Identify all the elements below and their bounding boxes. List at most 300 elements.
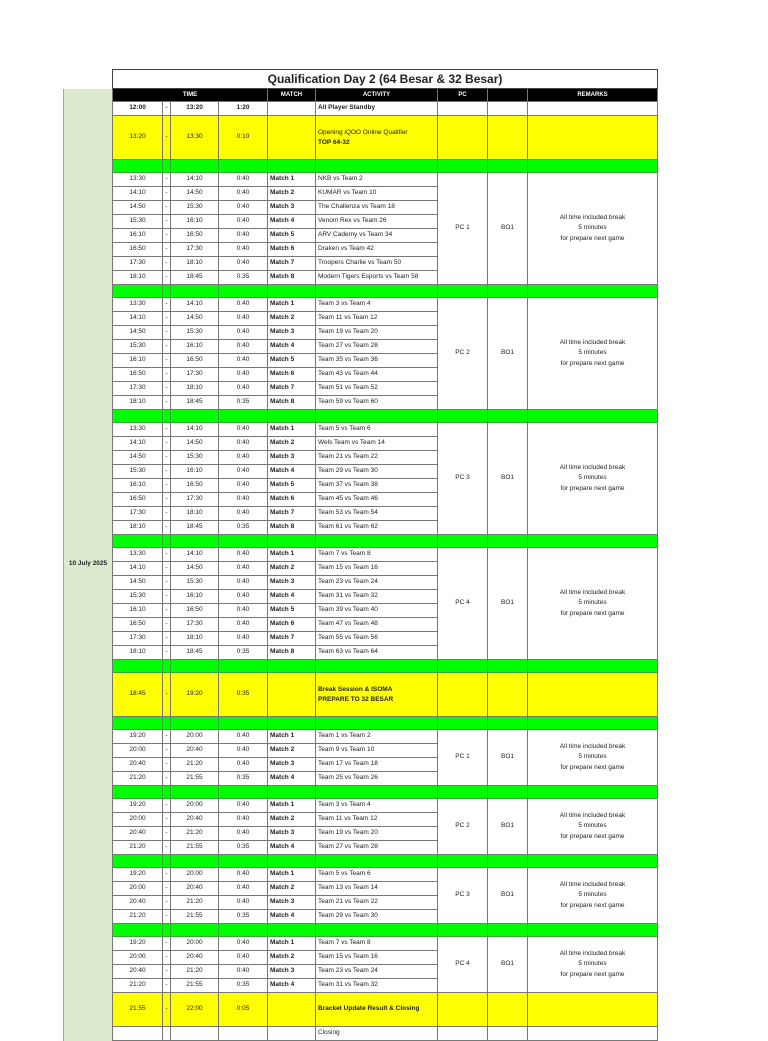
- break-start: 18:45: [113, 673, 163, 717]
- match-end-time: 15:30: [171, 326, 219, 340]
- time-separator: -: [163, 312, 171, 326]
- pc-label: PC 1: [438, 173, 488, 285]
- match-number: Match 8: [268, 646, 316, 660]
- time-separator: -: [163, 201, 171, 215]
- match-end-time: 16:50: [171, 604, 219, 618]
- match-start-time: 20:40: [113, 758, 163, 772]
- time-separator: -: [163, 618, 171, 632]
- round32-separator: [64, 924, 707, 937]
- match-activity: KUMAR vs Team 10: [316, 187, 438, 201]
- time-separator: -: [163, 937, 171, 951]
- time-separator: -: [163, 229, 171, 243]
- separator-cell: [316, 410, 438, 423]
- separator-cell: [268, 160, 316, 173]
- time-separator: -: [163, 257, 171, 271]
- bo-label: BO1: [488, 868, 528, 924]
- match-number: Match 6: [268, 368, 316, 382]
- match-duration: 0:40: [219, 243, 268, 257]
- match-start-time: 18:10: [113, 396, 163, 410]
- match-activity: Team 45 vs Team 46: [316, 493, 438, 507]
- separator-cell: [488, 924, 528, 937]
- match-number: Match 6: [268, 243, 316, 257]
- match-end-time: 20:00: [171, 730, 219, 744]
- separator-cell: [438, 660, 488, 673]
- match-end-time: 16:10: [171, 215, 219, 229]
- match-duration: 0:40: [219, 423, 268, 437]
- match-number: Match 8: [268, 396, 316, 410]
- time-separator: -: [163, 437, 171, 451]
- opening-bo: [488, 116, 528, 160]
- match-number: Match 2: [268, 312, 316, 326]
- separator-cell: [163, 160, 171, 173]
- time-separator: -: [163, 465, 171, 479]
- match-start-time: 20:40: [113, 896, 163, 910]
- match-end-time: 15:30: [171, 576, 219, 590]
- match-start-time: 18:10: [113, 521, 163, 535]
- match-number: Match 5: [268, 604, 316, 618]
- match-duration: 0:40: [219, 590, 268, 604]
- match-activity: Team 5 vs Team 6: [316, 423, 438, 437]
- separator-cell: [528, 160, 658, 173]
- separator-cell: [316, 285, 438, 298]
- table-row: [64, 548, 707, 562]
- break-sep: -: [163, 673, 171, 717]
- opening-sep: -: [163, 116, 171, 160]
- time-separator: -: [163, 813, 171, 827]
- match-end-time: 21:55: [171, 772, 219, 786]
- separator-cell: [163, 717, 171, 730]
- separator-cell: [316, 855, 438, 868]
- remark-line: All time included break: [559, 812, 626, 820]
- match-duration: 0:40: [219, 187, 268, 201]
- match-activity: Troopers Charlie vs Team 50: [316, 257, 438, 271]
- match-number: Match 1: [268, 423, 316, 437]
- separator-cell: [171, 855, 219, 868]
- match-activity: Team 35 vs Team 36: [316, 354, 438, 368]
- match-duration: 0:40: [219, 479, 268, 493]
- time-separator: -: [163, 772, 171, 786]
- match-start-time: 14:50: [113, 451, 163, 465]
- match-number: Match 7: [268, 382, 316, 396]
- separator-cell: [219, 855, 268, 868]
- separator-cell: [171, 924, 219, 937]
- round64-separator: [64, 410, 707, 423]
- time-separator: -: [163, 882, 171, 896]
- match-number: Match 1: [268, 799, 316, 813]
- separator-cell: [488, 160, 528, 173]
- match-duration: 0:40: [219, 548, 268, 562]
- opening-activity: [316, 116, 438, 160]
- match-number: Match 1: [268, 548, 316, 562]
- table-row: [64, 799, 707, 813]
- opening-line-1: Opening iQOO Online Qualifier: [318, 128, 408, 136]
- match-start-time: 16:50: [113, 243, 163, 257]
- table-row: [64, 298, 707, 312]
- match-activity: Team 37 vs Team 38: [316, 479, 438, 493]
- separator-cell: [438, 410, 488, 423]
- match-duration: 0:40: [219, 451, 268, 465]
- separator-cell: [438, 786, 488, 799]
- closing-pc: [438, 993, 488, 1027]
- remark-line: All time included break: [559, 881, 626, 889]
- match-end-time: 16:10: [171, 590, 219, 604]
- match-start-time: 20:00: [113, 882, 163, 896]
- break-activity: [316, 673, 438, 717]
- time-separator: -: [163, 521, 171, 535]
- match-activity: Team 39 vs Team 40: [316, 604, 438, 618]
- match-end-time: 20:00: [171, 868, 219, 882]
- match-end-time: 21:20: [171, 965, 219, 979]
- break-duration: 0:35: [219, 673, 268, 717]
- match-activity: Venom Rex vs Team 26: [316, 215, 438, 229]
- final-match: [268, 1027, 316, 1041]
- remark-line: 5 minutes: [578, 822, 607, 830]
- closing-remarks: [528, 993, 658, 1027]
- match-activity: Team 15 vs Team 16: [316, 562, 438, 576]
- separator-cell: [528, 535, 658, 548]
- break-pc: [438, 673, 488, 717]
- match-end-time: 16:50: [171, 354, 219, 368]
- round64-separator: [64, 285, 707, 298]
- remark-line: 5 minutes: [578, 891, 607, 899]
- bo-label: BO1: [488, 799, 528, 855]
- separator-cell: [488, 660, 528, 673]
- match-duration: 0:35: [219, 396, 268, 410]
- match-duration: 0:40: [219, 758, 268, 772]
- match-number: Match 4: [268, 590, 316, 604]
- match-duration: 0:35: [219, 772, 268, 786]
- remarks-cell: [528, 799, 658, 855]
- table-row: [64, 937, 707, 951]
- remark-line: All time included break: [559, 589, 626, 597]
- closing-end: 22:00: [171, 993, 219, 1027]
- match-duration: 0:40: [219, 730, 268, 744]
- standby-remarks: [528, 102, 658, 116]
- final-end: [171, 1027, 219, 1041]
- match-activity: Team 31 vs Team 32: [316, 590, 438, 604]
- match-duration: 0:40: [219, 326, 268, 340]
- time-separator: -: [163, 910, 171, 924]
- remark-line: 5 minutes: [578, 599, 607, 607]
- match-start-time: 16:10: [113, 479, 163, 493]
- match-number: Match 4: [268, 465, 316, 479]
- match-duration: 0:35: [219, 841, 268, 855]
- match-end-time: 16:50: [171, 229, 219, 243]
- opening-remarks: [528, 116, 658, 160]
- match-start-time: 19:20: [113, 730, 163, 744]
- separator-cell: [316, 160, 438, 173]
- match-start-time: 14:50: [113, 576, 163, 590]
- time-separator: -: [163, 827, 171, 841]
- match-activity: Team 19 vs Team 20: [316, 827, 438, 841]
- match-duration: 0:40: [219, 813, 268, 827]
- match-number: Match 2: [268, 437, 316, 451]
- remark-line: 5 minutes: [578, 753, 607, 761]
- time-separator: -: [163, 646, 171, 660]
- final-remarks: [528, 1027, 658, 1041]
- separator-cell: [113, 855, 163, 868]
- match-start-time: 17:30: [113, 382, 163, 396]
- match-duration: 0:40: [219, 827, 268, 841]
- match-number: Match 1: [268, 173, 316, 187]
- match-duration: 0:40: [219, 173, 268, 187]
- separator-cell: [488, 717, 528, 730]
- separator-cell: [268, 786, 316, 799]
- match-end-time: 14:50: [171, 312, 219, 326]
- match-end-time: 16:10: [171, 465, 219, 479]
- match-activity: Team 27 vs Team 28: [316, 841, 438, 855]
- match-end-time: 18:45: [171, 271, 219, 285]
- match-duration: 0:35: [219, 271, 268, 285]
- match-end-time: 15:30: [171, 451, 219, 465]
- final-start: [113, 1027, 163, 1041]
- separator-cell: [268, 924, 316, 937]
- time-separator: -: [163, 215, 171, 229]
- match-activity: Team 7 vs Team 8: [316, 937, 438, 951]
- remarks-cell: [528, 548, 658, 660]
- bo-label: BO1: [488, 730, 528, 786]
- pc-label: PC 1: [438, 730, 488, 786]
- match-duration: 0:40: [219, 868, 268, 882]
- table-row: [64, 730, 707, 744]
- separator-cell: [171, 410, 219, 423]
- separator-cell: [219, 660, 268, 673]
- match-end-time: 14:50: [171, 562, 219, 576]
- match-number: Match 8: [268, 521, 316, 535]
- separator-cell: [113, 535, 163, 548]
- match-number: Match 2: [268, 744, 316, 758]
- separator-cell: [268, 855, 316, 868]
- header-time: TIME: [113, 89, 268, 102]
- match-duration: 0:40: [219, 257, 268, 271]
- match-number: Match 4: [268, 215, 316, 229]
- match-activity: Team 17 vs Team 18: [316, 758, 438, 772]
- time-separator: -: [163, 562, 171, 576]
- table-row: [64, 868, 707, 882]
- match-number: Match 4: [268, 340, 316, 354]
- match-activity: Team 11 vs Team 12: [316, 312, 438, 326]
- separator-cell: [113, 924, 163, 937]
- match-end-time: 17:30: [171, 618, 219, 632]
- separator-cell: [113, 660, 163, 673]
- match-duration: 0:35: [219, 521, 268, 535]
- closing-match: [268, 993, 316, 1027]
- match-activity: Draken vs Team 42: [316, 243, 438, 257]
- match-start-time: 20:00: [113, 744, 163, 758]
- round32-separator: [64, 717, 707, 730]
- match-start-time: 16:50: [113, 368, 163, 382]
- match-end-time: 20:40: [171, 951, 219, 965]
- match-start-time: 15:30: [113, 465, 163, 479]
- match-number: Match 4: [268, 841, 316, 855]
- match-start-time: 21:20: [113, 841, 163, 855]
- match-activity: ARV Cademy vs Team 34: [316, 229, 438, 243]
- match-activity: Team 21 vs Team 22: [316, 896, 438, 910]
- remark-line: for prepare next game: [560, 484, 625, 492]
- remark-line: All time included break: [559, 464, 626, 472]
- closing-start: 21:55: [113, 993, 163, 1027]
- match-activity: Team 29 vs Team 30: [316, 465, 438, 479]
- schedule-sheet: [63, 69, 706, 1041]
- match-start-time: 21:20: [113, 910, 163, 924]
- match-activity: Team 9 vs Team 10: [316, 744, 438, 758]
- time-separator: -: [163, 368, 171, 382]
- break-bo: [488, 673, 528, 717]
- match-number: Match 2: [268, 951, 316, 965]
- separator-cell: [163, 660, 171, 673]
- time-separator: -: [163, 382, 171, 396]
- separator-cell: [268, 535, 316, 548]
- bo-label: BO1: [488, 548, 528, 660]
- match-end-time: 21:20: [171, 758, 219, 772]
- match-number: Match 3: [268, 326, 316, 340]
- separator-cell: [316, 717, 438, 730]
- separator-cell: [316, 924, 438, 937]
- separator-cell: [528, 285, 658, 298]
- match-number: Match 1: [268, 730, 316, 744]
- match-start-time: 15:30: [113, 340, 163, 354]
- time-separator: -: [163, 841, 171, 855]
- match-duration: 0:40: [219, 799, 268, 813]
- match-start-time: 15:30: [113, 215, 163, 229]
- time-separator: -: [163, 590, 171, 604]
- time-separator: -: [163, 493, 171, 507]
- separator-cell: [438, 160, 488, 173]
- separator-cell: [163, 924, 171, 937]
- match-duration: 0:40: [219, 937, 268, 951]
- match-start-time: 20:00: [113, 951, 163, 965]
- match-duration: 0:40: [219, 951, 268, 965]
- break-line-2: PREPARE TO 32 BESAR: [318, 695, 394, 703]
- separator-cell: [268, 410, 316, 423]
- match-end-time: 18:10: [171, 632, 219, 646]
- match-activity: Team 61 vs Team 62: [316, 521, 438, 535]
- match-activity: Team 25 vs Team 26: [316, 772, 438, 786]
- match-activity: Team 7 vs Team 8: [316, 548, 438, 562]
- bo-label: BO1: [488, 298, 528, 410]
- opening-line-2: TOP 64-32: [318, 138, 350, 146]
- match-duration: 0:40: [219, 562, 268, 576]
- time-separator: -: [163, 868, 171, 882]
- match-duration: 0:40: [219, 618, 268, 632]
- match-number: Match 5: [268, 479, 316, 493]
- remark-line: All time included break: [559, 214, 626, 222]
- match-number: Match 7: [268, 507, 316, 521]
- match-duration: 0:35: [219, 979, 268, 993]
- match-end-time: 21:55: [171, 841, 219, 855]
- match-start-time: 13:30: [113, 548, 163, 562]
- match-end-time: 18:45: [171, 396, 219, 410]
- match-number: Match 4: [268, 772, 316, 786]
- match-number: Match 3: [268, 965, 316, 979]
- separator-cell: [438, 924, 488, 937]
- time-separator: -: [163, 576, 171, 590]
- match-end-time: 17:30: [171, 493, 219, 507]
- match-start-time: 14:50: [113, 201, 163, 215]
- opening-match: [268, 116, 316, 160]
- closing-activity: Bracket Update Result & Closing: [316, 993, 438, 1027]
- separator-cell: [528, 410, 658, 423]
- match-start-time: 20:00: [113, 813, 163, 827]
- match-number: Match 2: [268, 562, 316, 576]
- final-pc: [438, 1027, 488, 1041]
- separator-cell: [438, 535, 488, 548]
- match-number: Match 4: [268, 910, 316, 924]
- separator-cell: [268, 285, 316, 298]
- match-number: Match 3: [268, 896, 316, 910]
- match-number: Match 3: [268, 201, 316, 215]
- match-duration: 0:40: [219, 340, 268, 354]
- match-duration: 0:40: [219, 215, 268, 229]
- final-duration: [219, 1027, 268, 1041]
- header-pc: PC: [438, 89, 488, 102]
- match-duration: 0:40: [219, 354, 268, 368]
- match-duration: 0:40: [219, 507, 268, 521]
- match-end-time: 14:10: [171, 173, 219, 187]
- match-start-time: 16:10: [113, 354, 163, 368]
- match-number: Match 2: [268, 187, 316, 201]
- time-separator: -: [163, 951, 171, 965]
- final-sep: [163, 1027, 171, 1041]
- match-start-time: 20:40: [113, 965, 163, 979]
- time-separator: -: [163, 632, 171, 646]
- remark-line: 5 minutes: [578, 224, 607, 232]
- separator-cell: [488, 855, 528, 868]
- match-activity: Team 59 vs Team 60: [316, 396, 438, 410]
- match-end-time: 20:00: [171, 937, 219, 951]
- match-start-time: 19:20: [113, 799, 163, 813]
- separator-cell: [171, 535, 219, 548]
- match-duration: 0:40: [219, 312, 268, 326]
- remark-line: for prepare next game: [560, 234, 625, 242]
- match-activity: Team 63 vs Team 64: [316, 646, 438, 660]
- time-separator: -: [163, 799, 171, 813]
- break-end: 19:20: [171, 673, 219, 717]
- separator-cell: [488, 285, 528, 298]
- match-number: Match 7: [268, 257, 316, 271]
- separator-cell: [316, 786, 438, 799]
- separator-cell: [438, 855, 488, 868]
- match-end-time: 21:55: [171, 910, 219, 924]
- match-activity: Modern Tigers Esports vs Team 58: [316, 271, 438, 285]
- match-number: Match 6: [268, 618, 316, 632]
- time-separator: -: [163, 173, 171, 187]
- match-end-time: 17:30: [171, 243, 219, 257]
- match-start-time: 16:50: [113, 493, 163, 507]
- standby-match: [268, 102, 316, 116]
- remark-line: for prepare next game: [560, 970, 625, 978]
- separator-cell: [113, 786, 163, 799]
- match-activity: Team 15 vs Team 16: [316, 951, 438, 965]
- remark-line: All time included break: [559, 950, 626, 958]
- match-activity: Team 53 vs Team 54: [316, 507, 438, 521]
- standby-duration: 1:20: [219, 102, 268, 116]
- separator-cell: [113, 717, 163, 730]
- closing-duration: 0:05: [219, 993, 268, 1027]
- match-end-time: 20:40: [171, 744, 219, 758]
- opening-pc: [438, 116, 488, 160]
- match-duration: 0:40: [219, 298, 268, 312]
- match-number: Match 1: [268, 298, 316, 312]
- standby-pc: [438, 102, 488, 116]
- separator-cell: [528, 660, 658, 673]
- match-activity: Team 27 vs Team 28: [316, 340, 438, 354]
- match-start-time: 18:10: [113, 646, 163, 660]
- separator-cell: [488, 535, 528, 548]
- round32-separator: [64, 855, 707, 868]
- match-number: Match 7: [268, 632, 316, 646]
- bo-label: BO1: [488, 423, 528, 535]
